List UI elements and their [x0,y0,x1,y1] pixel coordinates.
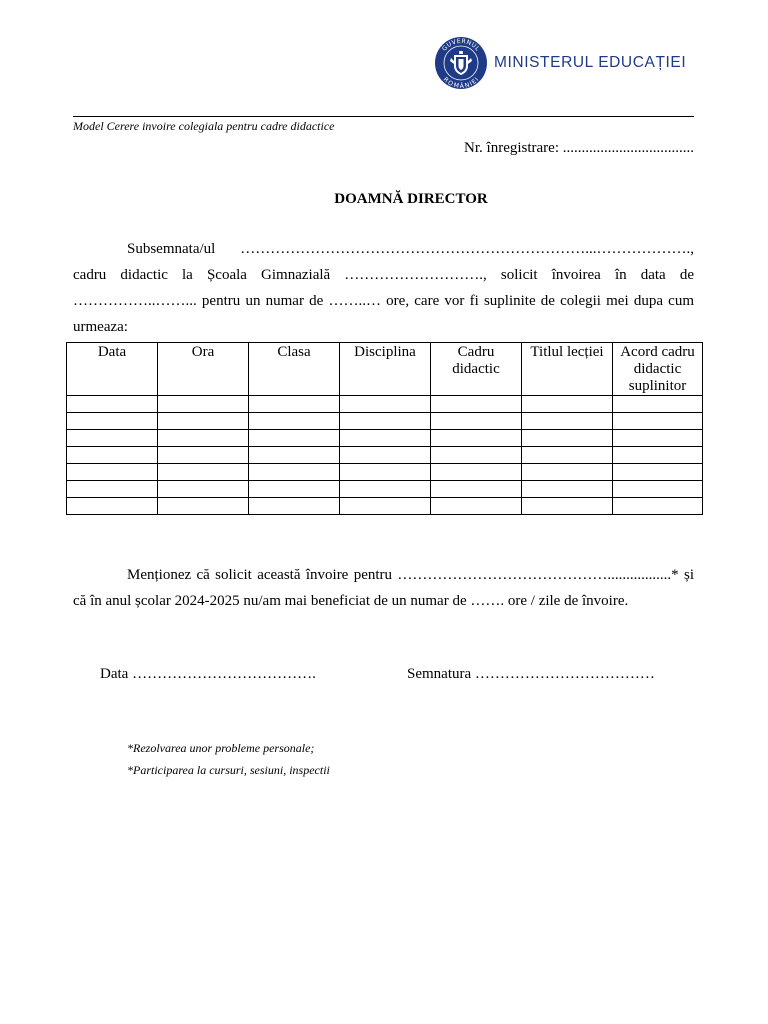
table-cell[interactable] [67,498,158,515]
seal-text-bottom: ROMÂNIEI [441,76,481,90]
table-cell[interactable] [431,498,522,515]
table-cell[interactable] [340,447,431,464]
seal-text-top: GUVERNUL [441,37,482,53]
table-row [67,413,703,430]
table-row [67,396,703,413]
ministry-logo [434,36,694,90]
romanian-government-seal-icon [434,36,488,90]
table-cell[interactable] [158,447,249,464]
table-cell[interactable] [340,498,431,515]
table-cell[interactable] [613,413,703,430]
table-cell[interactable] [67,413,158,430]
request-paragraph-text: Subsemnata/ul ……………………………………………………………...………………., cadru didactic la Școala Gimnazială ………………………., solicit învoirea în data de ……………..……... pentru un numar de ……..… ore, care vor fi suplinite de colegii mei dupa cum urmeaza: [73,241,694,335]
table-cell[interactable] [340,464,431,481]
table-cell[interactable] [431,464,522,481]
table-cell[interactable] [431,447,522,464]
mention-paragraph [73,562,694,614]
table-cell[interactable] [67,481,158,498]
table-cell[interactable] [67,464,158,481]
table-cell[interactable] [431,413,522,430]
schedule-table [66,342,703,515]
table-cell[interactable] [67,447,158,464]
table-cell[interactable] [249,464,340,481]
table-cell[interactable] [522,481,613,498]
table-row [67,447,703,464]
table-cell[interactable] [249,481,340,498]
table-cell[interactable] [249,413,340,430]
registration-number: Nr. înregistrare: ................................... [464,140,694,156]
footnote-1: *Rezolvarea unor probleme personale; [127,741,315,755]
table-cell[interactable] [340,396,431,413]
table-cell[interactable] [249,430,340,447]
table-cell[interactable] [522,447,613,464]
table-cell[interactable] [613,498,703,515]
table-cell[interactable] [522,498,613,515]
table-cell[interactable] [158,413,249,430]
header-titlul-lectiei: Titlul lecției [522,343,613,396]
header-clasa: Clasa [249,343,340,396]
table-header-row [67,343,703,396]
header-acord-suplinitor: Acord cadru didactic suplinitor [613,343,703,396]
signature-line: Semnatura ……………………………… [407,666,655,682]
table-cell[interactable] [158,430,249,447]
table-body [67,396,703,515]
table-cell[interactable] [158,464,249,481]
table-cell[interactable] [431,396,522,413]
table-cell[interactable] [340,481,431,498]
model-title: Model Cerere invoire colegiala pentru cadre didactice [73,119,335,133]
table-cell[interactable] [522,396,613,413]
header-ora: Ora [158,343,249,396]
header-disciplina: Disciplina [340,343,431,396]
table-cell[interactable] [158,481,249,498]
mention-paragraph-text: Menționez că solicit această învoire pentru …………………………………….................* și că în anul școlar 2024-2025 nu/am mai beneficiat de un numar de ……. ore / zile de învoire. [73,567,694,609]
table-cell[interactable] [522,430,613,447]
table-cell[interactable] [340,430,431,447]
table-cell[interactable] [431,430,522,447]
table-cell[interactable] [67,430,158,447]
request-paragraph [73,236,694,340]
table-cell[interactable] [522,464,613,481]
table-cell[interactable] [158,498,249,515]
footnote-2: *Participarea la cursuri, sesiuni, inspectii [127,763,330,777]
table-cell[interactable] [249,498,340,515]
date-line: Data ………………………………. [100,666,316,682]
table-cell[interactable] [613,464,703,481]
header-data: Data [67,343,158,396]
ministry-name: MINISTERUL EDUCAȚIEI [494,54,687,71]
table-cell[interactable] [522,413,613,430]
table-row [67,430,703,447]
table-cell[interactable] [613,481,703,498]
document-title: DOAMNĂ DIRECTOR [334,191,488,207]
table-cell[interactable] [67,396,158,413]
table-cell[interactable] [613,447,703,464]
table-cell[interactable] [431,481,522,498]
table-cell[interactable] [158,396,249,413]
table-cell[interactable] [613,430,703,447]
table-row [67,498,703,515]
table-cell[interactable] [340,413,431,430]
table-row [67,464,703,481]
table-row [67,481,703,498]
table-cell[interactable] [249,447,340,464]
header-divider [73,116,694,117]
table-cell[interactable] [613,396,703,413]
table-cell[interactable] [249,396,340,413]
header-cadru-didactic: Cadru didactic [431,343,522,396]
